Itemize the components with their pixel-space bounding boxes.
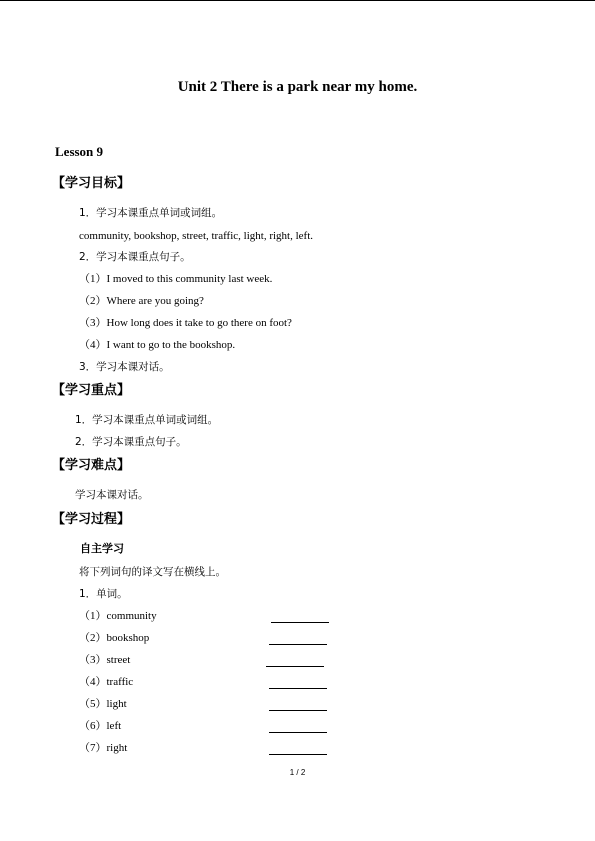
answer-blank-street[interactable] xyxy=(266,666,324,667)
key-points-item-2: 2．学习本课重点句子。 xyxy=(75,436,187,448)
process-instruction: 将下列词句的译文写在横线上。 xyxy=(79,566,226,578)
lesson-label: Lesson 9 xyxy=(55,144,104,159)
answer-blank-community[interactable] xyxy=(271,622,329,623)
objectives-sentence-4: （4）I want to go to the bookshop. xyxy=(79,339,236,351)
answer-blank-right[interactable] xyxy=(269,754,327,755)
objectives-sentence-1: （1）I moved to this community last week. xyxy=(79,273,273,285)
objectives-sentence-2: （2）Where are you going? xyxy=(79,295,204,307)
objectives-sentence-3: （3）How long does it take to go there on foot? xyxy=(79,317,292,329)
objectives-heading: 【学习目标】 xyxy=(52,176,131,191)
word-item-street: （3）street xyxy=(79,654,131,666)
word-item-traffic: （4）traffic xyxy=(79,676,134,688)
objectives-item-3: 3．学习本课对话。 xyxy=(79,361,170,373)
word-item-left: （6）left xyxy=(79,720,122,732)
self-study-heading: 自主学习 xyxy=(80,542,124,555)
process-heading: 【学习过程】 xyxy=(52,512,131,527)
objectives-word-list: community, bookshop, street, traffic, light, right, left. xyxy=(79,230,314,242)
key-points-heading: 【学习重点】 xyxy=(52,383,131,398)
answer-blank-traffic[interactable] xyxy=(269,688,327,689)
word-item-right: （7）right xyxy=(79,742,128,754)
word-item-bookshop: （2）bookshop xyxy=(79,632,150,644)
difficulties-text: 学习本课对话。 xyxy=(75,489,149,501)
word-item-community: （1）community xyxy=(79,610,157,622)
answer-blank-bookshop[interactable] xyxy=(269,644,327,645)
word-item-light: （5）light xyxy=(79,698,127,710)
objectives-item-2: 2．学习本课重点句子。 xyxy=(79,251,191,263)
answer-blank-light[interactable] xyxy=(269,710,327,711)
page-number: 1 / 2 xyxy=(289,768,306,777)
answer-blank-left[interactable] xyxy=(269,732,327,733)
objectives-item-1: 1．学习本课重点单词或词组。 xyxy=(79,207,223,219)
key-points-item-1: 1．学习本课重点单词或词组。 xyxy=(75,414,219,426)
page-title: Unit 2 There is a park near my home. xyxy=(177,79,418,95)
top-border-line xyxy=(0,0,595,1)
difficulties-heading: 【学习难点】 xyxy=(52,458,131,473)
words-section-label: 1．单词。 xyxy=(79,588,128,600)
